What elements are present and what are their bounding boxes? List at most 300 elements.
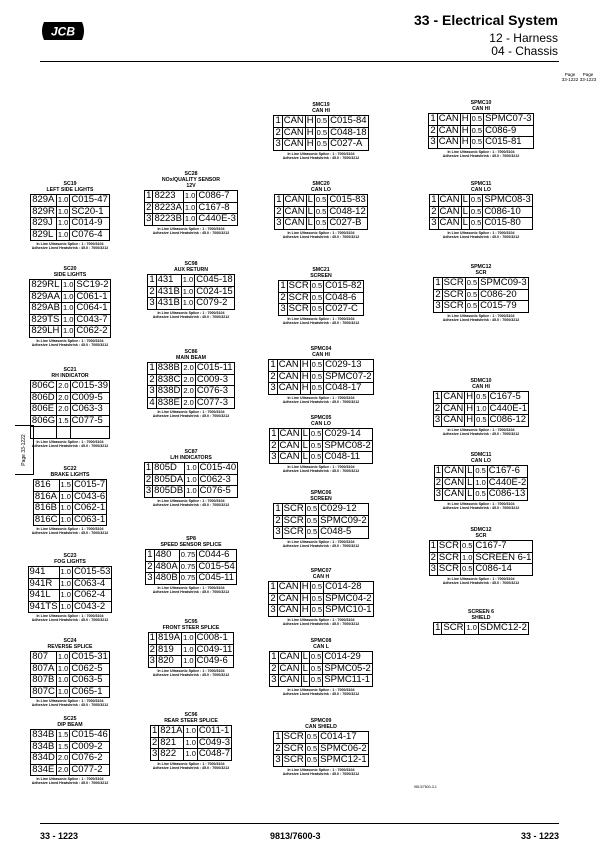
- wire-cell: CAN: [284, 205, 305, 217]
- wire-cell: CAN: [284, 194, 305, 205]
- wire-cell: L: [302, 651, 308, 662]
- drawing-code: 9813/7600-3-1: [414, 785, 437, 789]
- wire-cell: C076-3: [195, 386, 234, 398]
- wire-cell: C014-9: [70, 218, 109, 230]
- wire-row: [429, 552, 533, 564]
- wire-row: [144, 463, 237, 475]
- wire-table: [29, 279, 110, 338]
- wire-cell: C063-5: [70, 675, 109, 687]
- wire-cell: C086-13: [487, 489, 528, 501]
- wire-row: [30, 392, 109, 404]
- wire-table: [144, 190, 238, 226]
- splice-block-sc21: [20, 367, 120, 448]
- wire-cell: 0.5: [311, 292, 323, 302]
- wire-cell: C061-1: [75, 291, 110, 303]
- wire-cell: C086-9: [484, 125, 533, 137]
- wire-cell: 1.0: [57, 663, 69, 673]
- splice-id: SPMC08: [310, 638, 332, 644]
- wire-cell: 2: [430, 124, 436, 136]
- wire-cell: SPMC04-2: [325, 592, 372, 604]
- wire-cell: L: [302, 439, 308, 451]
- splice-block-spmc04: [265, 346, 377, 404]
- wire-cell: 0.5: [306, 527, 318, 536]
- wire-row: [279, 304, 363, 316]
- wire-cell: 816: [33, 480, 59, 492]
- wire-cell: 2: [276, 205, 282, 217]
- wire-row: [429, 541, 533, 553]
- wire-cell: 2: [280, 291, 286, 303]
- wire-cell: 816A: [33, 491, 59, 503]
- wire-cell: L: [307, 194, 313, 205]
- wire-row: [274, 755, 368, 767]
- wire-cell: 1.0: [184, 202, 196, 212]
- wire-row: [270, 652, 373, 664]
- splice-function: SIDE LIGHTS: [53, 272, 87, 278]
- wire-table: [429, 540, 534, 576]
- splice-title: [425, 609, 537, 621]
- splice-note: In Line Ultrasonic Splice : 1 : 7000/3104 Adhesive Lined Heatshrink : 45.0 : 7000/3212: [152, 761, 230, 770]
- wire-cell: C440E-2: [488, 476, 527, 488]
- wire-cell: 3: [151, 748, 158, 759]
- splice-block-spmc05: [265, 415, 377, 473]
- splice-note: In Line Ultrasonic Splice : 1 : 7000/3104 Adhesive Lined Heatshrink : 45.0 : 7000/3212: [282, 767, 360, 776]
- wire-cell: 2: [275, 514, 281, 526]
- wire-cell: 0.5: [306, 732, 318, 741]
- wire-cell: C029-14: [323, 429, 372, 441]
- splice-function: CAN HI: [312, 108, 330, 114]
- wire-cell: C167-6: [487, 466, 528, 478]
- wire-cell: C077-2: [70, 764, 109, 776]
- wire-cell: 941: [28, 567, 59, 579]
- splice-function: L/H INDICATORS: [170, 455, 212, 461]
- wire-table: [433, 622, 529, 635]
- wire-cell: 2.0: [57, 753, 69, 762]
- wire-cell: L: [307, 205, 313, 217]
- wire-cell: 3: [149, 297, 155, 308]
- wire-cell: C009-5: [70, 392, 109, 404]
- wire-cell: 834D: [32, 752, 55, 763]
- wire-cell: SC20-1: [70, 206, 109, 218]
- wire-row: [430, 206, 533, 218]
- wire-cell: CAN: [279, 439, 300, 451]
- wire-row: [270, 452, 373, 464]
- wire-cell: 821: [159, 737, 184, 749]
- wire-cell: 0.5: [461, 564, 473, 573]
- wire-row: [430, 218, 533, 230]
- wire-row: [144, 474, 237, 486]
- wire-cell: C086-14: [474, 564, 533, 576]
- wire-cell: SCR: [283, 514, 304, 526]
- wire-cell: 0.5: [471, 114, 483, 123]
- wire-cell: 829TS: [30, 314, 62, 326]
- wire-cell: 0.5: [470, 195, 482, 204]
- wire-cell: 2: [270, 370, 276, 382]
- splice-id: SC86: [184, 349, 198, 355]
- wire-cell: 1.0: [185, 749, 196, 758]
- splice-block-sc20: [20, 266, 120, 347]
- wire-cell: H: [301, 604, 309, 615]
- wire-cell: 829LH: [30, 326, 62, 338]
- wire-row: [31, 741, 110, 753]
- wire-table: [428, 113, 533, 149]
- wire-row: [429, 125, 533, 137]
- wire-row: [269, 371, 373, 383]
- wire-cell: 3: [270, 382, 276, 393]
- splice-function: BRAKE LIGHTS: [50, 472, 90, 478]
- wire-row: [28, 578, 112, 590]
- wire-cell: SCR: [443, 622, 464, 633]
- wire-row: [33, 491, 106, 503]
- splice-block-sdmc10: [425, 378, 537, 436]
- wire-row: [31, 206, 110, 218]
- splice-title: [425, 100, 537, 112]
- wire-cell: SPMC07-2: [325, 370, 372, 382]
- wire-cell: 0.5: [476, 415, 487, 424]
- wire-cell: 0.5: [311, 281, 323, 290]
- wire-cell: SCR: [283, 731, 304, 742]
- wire-row: [433, 415, 528, 427]
- wire-cell: 2: [149, 285, 155, 297]
- wire-table: [269, 651, 373, 687]
- splice-id: SC95: [184, 619, 198, 625]
- wire-cell: 3: [271, 451, 277, 462]
- wire-table: [30, 380, 110, 439]
- wire-cell: SCR: [283, 742, 304, 754]
- wire-cell: 0.5: [306, 515, 318, 525]
- wire-row: [31, 753, 110, 765]
- splice-function: 12V: [186, 183, 196, 189]
- wire-cell: CAN: [439, 194, 460, 205]
- wire-cell: 2.0: [58, 404, 69, 413]
- wire-row: [30, 415, 109, 427]
- wire-cell: CAN: [279, 674, 300, 685]
- wire-cell: C011-1: [197, 726, 231, 738]
- wire-cell: H: [461, 124, 469, 136]
- wire-cell: CAN: [444, 488, 465, 499]
- splice-id: SPMC12: [470, 264, 492, 270]
- wire-row: [269, 593, 373, 605]
- footer-doc-number: 9813/7600-3: [270, 831, 321, 841]
- wire-cell: 1.0: [476, 403, 487, 413]
- wire-row: [146, 573, 237, 585]
- splice-id: SC87: [184, 449, 198, 455]
- splice-id: SPMC11: [470, 181, 492, 187]
- wire-cell: 1: [275, 115, 281, 126]
- splice-block-spmc06: [265, 490, 377, 548]
- wire-cell: SCR: [443, 300, 464, 311]
- wire-cell: SPMC09-3: [480, 277, 527, 288]
- wire-cell: C086-12: [488, 415, 529, 427]
- splice-block-sc86: [135, 349, 247, 418]
- svg-text:JCB: JCB: [50, 24, 76, 39]
- wire-cell: 3: [146, 213, 152, 224]
- splice-function: SCR: [475, 270, 487, 276]
- wire-cell: 1: [270, 359, 276, 370]
- wire-table: [147, 274, 234, 310]
- splice-title: [135, 261, 247, 273]
- splice-title: [20, 266, 120, 278]
- wire-table: [269, 428, 373, 464]
- wire-cell: 829A: [31, 195, 57, 207]
- wire-cell: 806C: [30, 381, 56, 393]
- wire-cell: C049-3: [198, 736, 231, 748]
- wire-cell: 805D: [153, 463, 185, 475]
- wire-row: [31, 652, 110, 664]
- wire-cell: C014-17: [319, 732, 368, 744]
- wire-row: [148, 644, 234, 656]
- wire-cell: 0.75: [180, 550, 196, 559]
- wire-cell: L: [302, 451, 308, 462]
- wire-cell: C015-47: [71, 194, 108, 205]
- wire-cell: C062-5: [70, 663, 109, 675]
- wire-cell: C027-A: [329, 139, 368, 151]
- wire-cell: [57, 427, 70, 439]
- wire-cell: C015-83: [329, 194, 366, 205]
- wire-cell: C014-28: [324, 582, 373, 594]
- wire-table: [433, 277, 528, 313]
- wire-cell: 941R: [28, 578, 59, 590]
- wire-cell: C062-1: [73, 502, 106, 513]
- wire-row: [429, 564, 533, 576]
- wire-cell: 1.0: [183, 656, 194, 665]
- splice-title: [135, 619, 247, 631]
- wire-cell: 1.0: [57, 686, 69, 696]
- splice-note: In Line Ultrasonic Splice : 1 : 7000/3104 Adhesive Lined Heatshrink : 45.0 : 7000/3212: [282, 617, 360, 626]
- wire-cell: C167-7: [474, 541, 533, 553]
- splice-function: SPEED SENSOR SPLICE: [160, 542, 222, 548]
- wire-cell: L: [467, 476, 473, 488]
- wire-cell: 0.5: [306, 743, 318, 753]
- wire-cell: C063-3: [70, 404, 109, 416]
- wire-cell: CAN: [279, 428, 300, 439]
- splice-title: [265, 415, 377, 427]
- wire-cell: 2: [434, 402, 441, 414]
- wire-table: [147, 362, 234, 409]
- wire-cell: 0.5: [311, 371, 323, 381]
- wire-cell: 1.0: [60, 491, 71, 501]
- wire-cell: 1: [151, 725, 158, 736]
- splice-id: SC25: [63, 716, 77, 722]
- wire-row: [30, 314, 110, 326]
- wire-cell: 8223A: [154, 201, 182, 213]
- wire-cell: L: [462, 217, 468, 228]
- wire-cell: C076-4: [70, 229, 109, 241]
- wire-cell: 2: [435, 288, 441, 300]
- wire-cell: 1.0: [186, 486, 197, 495]
- wire-cell: 1: [146, 190, 152, 201]
- wire-cell: C015-82: [325, 280, 362, 291]
- wire-cell: 1.0: [185, 737, 196, 747]
- wire-table: [30, 729, 110, 776]
- splice-block-spmc09: [265, 718, 377, 776]
- splice-function: CAN HI: [312, 352, 330, 358]
- wire-cell: 941L: [28, 590, 59, 602]
- splice-note: In Line Ultrasonic Splice : 1 : 7000/3104 Adhesive Lined Heatshrink : 45.0 : 7000/3212: [442, 313, 520, 322]
- wire-cell: H: [306, 126, 314, 138]
- splice-id: SDMC12: [470, 527, 492, 533]
- splice-block-spmc11: [425, 181, 537, 239]
- wire-cell: L: [302, 674, 308, 685]
- wire-cell: [70, 427, 109, 439]
- splice-block-spmc12: [425, 264, 537, 322]
- wire-cell: L: [467, 465, 473, 476]
- splice-note: In Line Ultrasonic Splice : 1 : 7000/3104 Adhesive Lined Heatshrink : 45.0 : 7000/3212: [152, 410, 230, 419]
- wire-row: [274, 127, 368, 139]
- splice-title: [265, 568, 377, 580]
- splice-note: In Line Ultrasonic Splice : 1 : 7000/3104 Adhesive Lined Heatshrink : 45.0 : 7000/3212: [282, 539, 360, 548]
- wire-cell: CAN: [283, 115, 304, 126]
- splice-id: SMC21: [312, 267, 330, 273]
- page-side-tab[interactable]: Page 33-1222: [15, 425, 34, 475]
- wire-cell: C015-84: [330, 115, 367, 126]
- wire-cell: C077-3: [195, 397, 234, 409]
- wire-cell: 0.5: [475, 466, 486, 475]
- wire-cell: L: [462, 205, 468, 217]
- wire-row: [434, 489, 528, 501]
- wire-cell: 0.5: [311, 593, 323, 603]
- splice-id: SPMC05: [310, 415, 332, 421]
- splice-title: [425, 264, 537, 276]
- wire-cell: C062-4: [72, 590, 111, 602]
- wire-cell: C048-5: [319, 527, 368, 539]
- wire-row: [145, 214, 238, 226]
- wire-cell: SCR: [443, 288, 464, 300]
- wire-cell: 1.0: [57, 195, 69, 204]
- wire-cell: H: [306, 138, 314, 149]
- wire-cell: 820: [156, 656, 181, 668]
- wire-cell: 3: [435, 488, 441, 499]
- wire-cell: 0.5: [316, 116, 328, 125]
- wire-cell: 1.0: [57, 206, 69, 216]
- wire-table: [33, 479, 107, 526]
- wire-row: [145, 202, 238, 214]
- wire-cell: C086-20: [479, 289, 528, 301]
- wire-row: [148, 363, 234, 375]
- wire-cell: L: [467, 488, 473, 499]
- wire-table: [150, 725, 232, 761]
- splice-block-sc23: [20, 553, 120, 622]
- wire-cell: 1.5: [58, 415, 69, 425]
- wire-cell: 1: [280, 280, 286, 291]
- wire-cell: 480A: [155, 560, 178, 572]
- wire-row: [434, 477, 528, 489]
- subsubsection-title: 04 - Chassis: [491, 44, 558, 58]
- wire-cell: 2: [430, 551, 436, 563]
- wire-cell: SPMC07-3: [485, 113, 532, 124]
- section-title: 33 - Electrical System: [414, 12, 558, 28]
- wire-cell: 805DA: [154, 473, 184, 485]
- wire-cell: 0.5: [461, 541, 473, 550]
- wire-cell: 805DB: [154, 485, 184, 496]
- wire-cell: L: [307, 217, 313, 228]
- wire-cell: C048-7: [198, 748, 231, 759]
- wire-cell: SCR: [288, 303, 309, 314]
- wire-row: [31, 764, 110, 776]
- wire-row: [275, 206, 368, 218]
- wire-cell: 0.5: [466, 278, 478, 287]
- wire-cell: C076-5: [198, 486, 237, 498]
- wire-cell: 3: [149, 385, 155, 396]
- wire-cell: 3: [149, 655, 155, 666]
- splice-id: SC96: [184, 712, 198, 718]
- wire-cell: CAN: [439, 205, 460, 217]
- wire-cell: C045-18: [196, 274, 233, 285]
- wire-cell: 3: [271, 674, 277, 685]
- wire-cell: SPMC11-1: [323, 675, 372, 687]
- splice-block-sc98: [135, 261, 247, 319]
- wire-table: [433, 391, 529, 427]
- wire-row: [274, 527, 368, 539]
- wire-table: [429, 194, 533, 230]
- wire-cell: 829AB: [31, 302, 60, 313]
- wire-cell: 838D: [157, 385, 181, 396]
- wire-cell: C048-11: [323, 452, 372, 464]
- wire-cell: C063-4: [72, 578, 111, 590]
- wire-cell: SCR: [438, 563, 459, 574]
- splice-function: CAN H: [312, 574, 330, 580]
- splice-title: [20, 181, 120, 193]
- wire-cell: 1.0: [62, 303, 74, 312]
- wire-cell: 0.5: [466, 301, 478, 310]
- wire-table: [268, 359, 373, 395]
- wire-row: [274, 116, 368, 128]
- splice-note: In Line Ultrasonic Splice : 1 : 7000/3104 Adhesive Lined Heatshrink : 45.0 : 7000/3212: [282, 395, 360, 404]
- splice-function: CAN LO: [471, 458, 491, 464]
- wire-cell: C015-46: [71, 729, 108, 740]
- wire-row: [146, 550, 237, 562]
- wire-cell: 838E: [156, 397, 182, 409]
- wire-cell: C045-11: [197, 573, 236, 585]
- wire-cell: 431: [156, 275, 181, 287]
- splice-block-sp8: [135, 536, 247, 594]
- wire-cell: H: [466, 402, 474, 414]
- wire-cell: 1: [149, 274, 155, 285]
- wire-cell: C077-5: [70, 415, 109, 427]
- wire-cell: 1: [435, 465, 441, 476]
- wire-cell: 431B: [157, 285, 180, 297]
- wire-cell: 1: [431, 194, 437, 205]
- wire-row: [433, 403, 528, 415]
- wire-cell: 834B: [31, 741, 57, 753]
- wire-cell: 2: [431, 205, 437, 217]
- splice-function: FOG LIGHTS: [54, 559, 86, 565]
- wire-cell: SPMC08-2: [324, 439, 371, 451]
- splice-id: SC98: [184, 261, 198, 267]
- wire-cell: CAN: [278, 592, 299, 604]
- wire-cell: 4: [149, 396, 155, 408]
- splice-function: CAN L: [313, 644, 329, 650]
- splice-function: NOx/QUALITY SENSOR: [161, 177, 221, 183]
- splice-note: In Line Ultrasonic Splice : 1 : 7000/3104 Adhesive Lined Heatshrink : 45.0 : 7000/3212: [31, 338, 109, 347]
- splice-block-sc96: [135, 712, 247, 770]
- wire-cell: C008-1: [195, 633, 234, 645]
- wire-cell: 829RL: [30, 280, 62, 292]
- wire-table: [273, 503, 368, 539]
- wire-cell: 2: [149, 373, 155, 385]
- wire-row: [275, 195, 368, 207]
- splice-block-sc87: [135, 449, 247, 507]
- splice-id: SDMC10: [470, 378, 492, 384]
- wire-table: [274, 194, 368, 230]
- wire-cell: C027-B: [328, 218, 367, 230]
- splice-function: MAIN BEAM: [176, 355, 206, 361]
- wire-cell: SCR: [283, 526, 304, 537]
- wire-cell: 2: [147, 560, 153, 572]
- wire-cell: 1: [271, 651, 277, 662]
- splice-id: SC28: [184, 171, 198, 177]
- wire-cell: SCR: [443, 277, 464, 288]
- wire-cell: 1.0: [57, 229, 69, 239]
